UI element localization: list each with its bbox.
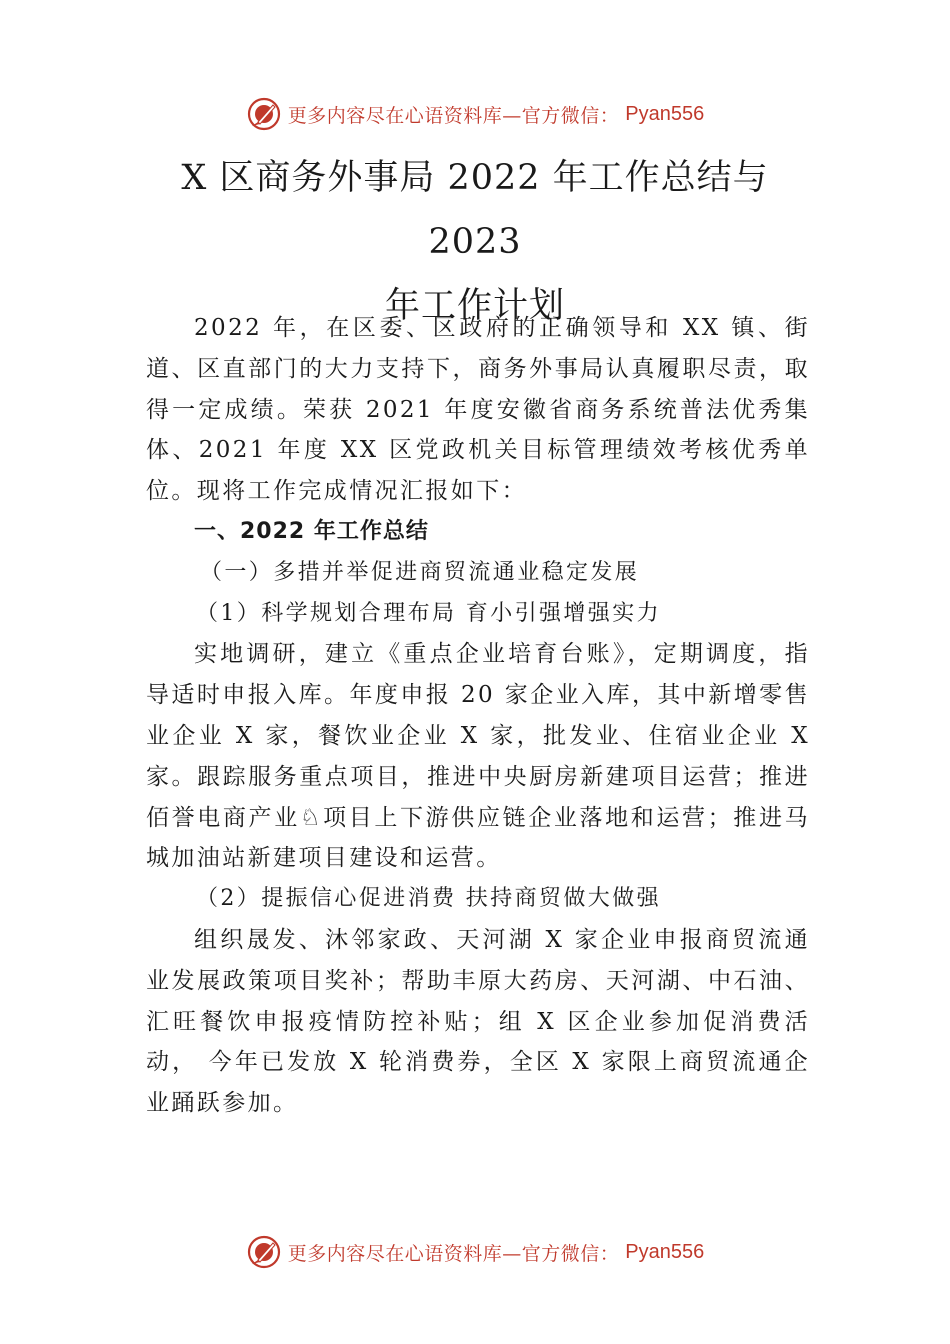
intro-paragraph: 2022 年，在区委、区政府的正确领导和 XX 镇、街道、区直部门的大力支持下，商务外事局认真履职尽责，取得一定成绩。荣获 2021 年度安徽省商务系统普法优秀集体、2021 年度 XX 区党政机关目标管理绩效考核优秀单位。现将工作完成情况汇报如下： [146, 315, 810, 505]
item-heading-2: （2）提振信心促进消费 扶持商贸做大做强 [196, 886, 661, 912]
item-paragraph-2: 组织晟发、沐邻家政、天河湖 X 家企业申报商贸流通业发展政策项目奖补；帮助丰原大药房、天河湖、中石油、汇旺餐饮申报疫情防控补贴；组 X 区企业参加促消费活动， 今年已发放 X 轮消费券，全区 X 家限上商贸流通企业踊跃参加。 [146, 926, 810, 1117]
section-heading: 一、2022 年工作总结 [194, 518, 429, 544]
watermark-text: 更多内容尽在心语资料库—官方微信： [287, 1242, 620, 1265]
pen-nib-logo-icon [246, 96, 282, 132]
document-body [146, 308, 810, 1124]
item-heading-1: （1）科学规划合理布局 育小引强增强实力 [196, 600, 661, 626]
title-line-2: 年工作计划 [384, 286, 565, 326]
subsection-heading: （一）多措并举促进商贸流通业稳定发展 [200, 559, 640, 585]
header-watermark [0, 94, 950, 134]
watermark-text: 更多内容尽在心语资料库—官方微信： [287, 104, 620, 127]
item-paragraph-1: 实地调研，建立《重点企业培育台账》，定期调度，指导适时申报入库。年度申报 20 家企业入库，其中新增零售业企业 X 家，餐饮业企业 X 家，批发业、住宿业企业 X 家。跟踪服务重点项目，推进中央厨房新建项目运营；推进佰誉电商产业♘项目上下游供应链企业落地和运营；推进马城加油站新建项目建设和运营。 [146, 641, 810, 872]
pen-nib-logo-icon [246, 1234, 282, 1270]
watermark-handle: Pyan556 [625, 1240, 705, 1263]
watermark-handle: Pyan556 [625, 102, 705, 125]
title-line-1: X 区商务外事局 2022 年工作总结与 2023 [181, 158, 769, 262]
footer-watermark [0, 1232, 950, 1272]
